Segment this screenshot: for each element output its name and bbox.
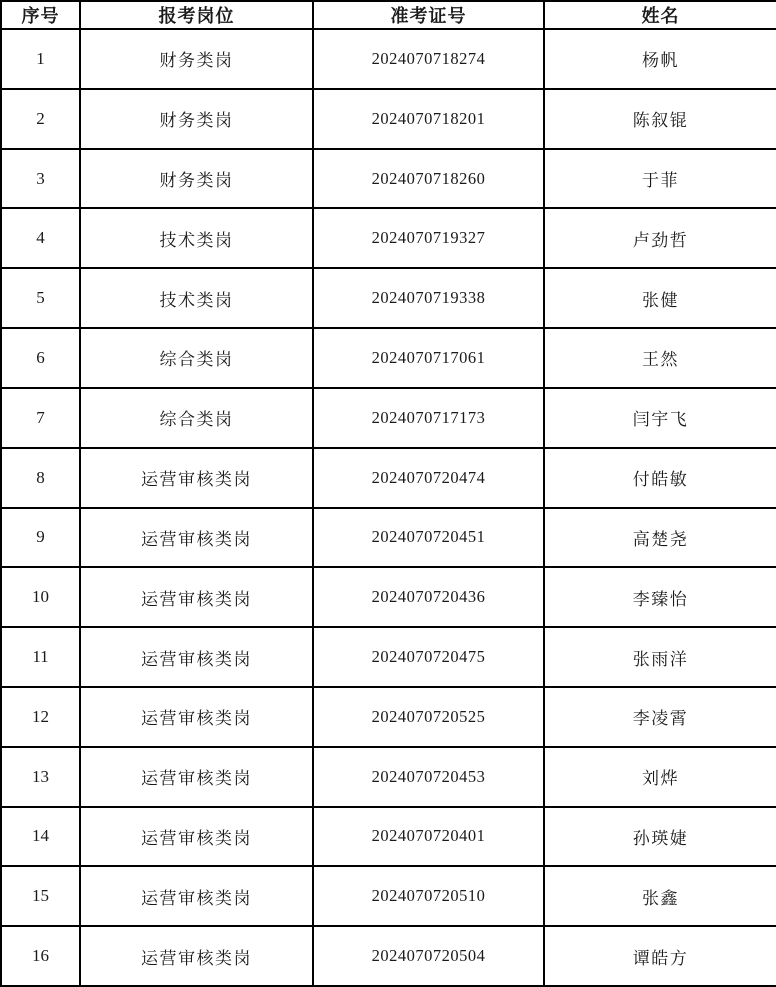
cell-name: 于菲 [544, 149, 776, 209]
cell-name: 陈叙锟 [544, 89, 776, 149]
cell-name: 付皓敏 [544, 448, 776, 508]
cell-serial: 8 [1, 448, 80, 508]
cell-name: 谭皓方 [544, 926, 776, 986]
cell-position: 运营审核类岗 [80, 627, 313, 687]
table-row [1, 687, 776, 747]
cell-name: 李臻怡 [544, 567, 776, 627]
cell-position: 运营审核类岗 [80, 866, 313, 926]
table-row [1, 627, 776, 687]
cell-serial: 1 [1, 29, 80, 89]
cell-ticket: 2024070720474 [313, 448, 544, 508]
table-row [1, 268, 776, 328]
cell-name: 闫宇飞 [544, 388, 776, 448]
header-position: 报考岗位 [80, 1, 313, 29]
table-header [1, 1, 776, 29]
table-row [1, 29, 776, 89]
cell-serial: 9 [1, 508, 80, 568]
cell-ticket: 2024070720475 [313, 627, 544, 687]
cell-ticket: 2024070720525 [313, 687, 544, 747]
header-serial: 序号 [1, 1, 80, 29]
cell-serial: 13 [1, 747, 80, 807]
cell-position: 运营审核类岗 [80, 448, 313, 508]
cell-name: 孙瑛婕 [544, 807, 776, 867]
cell-ticket: 2024070720401 [313, 807, 544, 867]
cell-name: 李凌霄 [544, 687, 776, 747]
cell-ticket: 2024070717173 [313, 388, 544, 448]
cell-position: 财务类岗 [80, 149, 313, 209]
cell-ticket: 2024070720504 [313, 926, 544, 986]
cell-ticket: 2024070719327 [313, 208, 544, 268]
cell-ticket: 2024070720453 [313, 747, 544, 807]
cell-name: 张健 [544, 268, 776, 328]
cell-serial: 7 [1, 388, 80, 448]
cell-name: 卢劲哲 [544, 208, 776, 268]
cell-position: 运营审核类岗 [80, 747, 313, 807]
cell-position: 技术类岗 [80, 268, 313, 328]
cell-position: 运营审核类岗 [80, 687, 313, 747]
cell-serial: 6 [1, 328, 80, 388]
cell-ticket: 2024070718274 [313, 29, 544, 89]
cell-serial: 10 [1, 567, 80, 627]
table-row [1, 89, 776, 149]
cell-ticket: 2024070720451 [313, 508, 544, 568]
cell-serial: 16 [1, 926, 80, 986]
cell-position: 财务类岗 [80, 89, 313, 149]
cell-name: 刘烨 [544, 747, 776, 807]
table-row [1, 448, 776, 508]
header-name: 姓名 [544, 1, 776, 29]
cell-position: 运营审核类岗 [80, 926, 313, 986]
cell-serial: 3 [1, 149, 80, 209]
cell-position: 运营审核类岗 [80, 508, 313, 568]
cell-serial: 12 [1, 687, 80, 747]
cell-ticket: 2024070719338 [313, 268, 544, 328]
table-row [1, 866, 776, 926]
cell-serial: 14 [1, 807, 80, 867]
table-row [1, 328, 776, 388]
cell-position: 运营审核类岗 [80, 567, 313, 627]
cell-serial: 4 [1, 208, 80, 268]
header-row [1, 1, 776, 29]
cell-position: 技术类岗 [80, 208, 313, 268]
table-row [1, 747, 776, 807]
table-row [1, 567, 776, 627]
cell-name: 杨帆 [544, 29, 776, 89]
cell-ticket: 2024070720436 [313, 567, 544, 627]
cell-ticket: 2024070718260 [313, 149, 544, 209]
cell-ticket: 2024070720510 [313, 866, 544, 926]
cell-ticket: 2024070718201 [313, 89, 544, 149]
cell-ticket: 2024070717061 [313, 328, 544, 388]
cell-position: 综合类岗 [80, 328, 313, 388]
cell-name: 王然 [544, 328, 776, 388]
table-row [1, 508, 776, 568]
table-body [1, 29, 776, 986]
cell-name: 高楚尧 [544, 508, 776, 568]
header-ticket: 准考证号 [313, 1, 544, 29]
cell-position: 财务类岗 [80, 29, 313, 89]
cell-serial: 11 [1, 627, 80, 687]
cell-serial: 5 [1, 268, 80, 328]
table-row [1, 926, 776, 986]
cell-position: 运营审核类岗 [80, 807, 313, 867]
table-row [1, 208, 776, 268]
cell-position: 综合类岗 [80, 388, 313, 448]
cell-name: 张雨洋 [544, 627, 776, 687]
table-row [1, 149, 776, 209]
table-row [1, 807, 776, 867]
cell-serial: 15 [1, 866, 80, 926]
cell-name: 张鑫 [544, 866, 776, 926]
cell-serial: 2 [1, 89, 80, 149]
table-row [1, 388, 776, 448]
